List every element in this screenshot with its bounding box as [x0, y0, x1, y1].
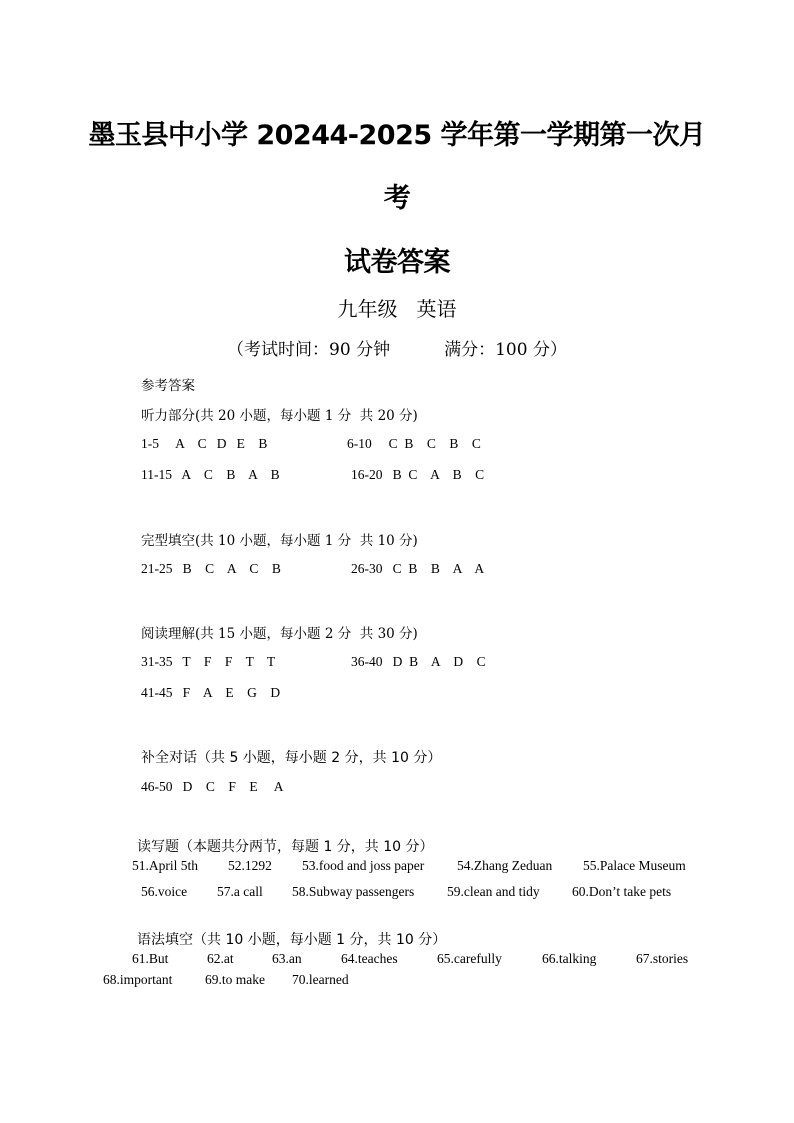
grammar-answer: 62.at	[207, 951, 234, 966]
listening-row1-left: 1-5 A C D E B	[141, 436, 268, 451]
writing-answer: 53.food and joss paper	[302, 858, 425, 873]
reading-row1-right: 36-40 D B A D C	[351, 654, 486, 669]
listening-row1-right: 6-10 C B C B C	[347, 436, 481, 451]
grammar-answer: 70.learned	[292, 972, 349, 987]
dialogue-row1: 46-50 D C F E A	[141, 779, 284, 794]
listening-row2-right: 16-20 B C A B C	[351, 467, 485, 482]
grammar-answer: 61.But	[132, 951, 169, 966]
cloze-row1-right: 26-30 C B B A A	[351, 561, 485, 576]
grammar-answer: 67.stories	[636, 951, 689, 966]
grammar-answer: 65.carefully	[437, 951, 502, 966]
writing-answer: 51.April 5th	[132, 858, 198, 873]
writing-answer: 56.voice	[141, 884, 188, 899]
reference-label: 参考答案	[141, 378, 195, 394]
dialogue-heading: 补全对话（共 5 小题，每小题 2 分，共 10 分）	[141, 750, 442, 766]
grammar-answer: 66.talking	[542, 951, 597, 966]
exam-info: （考试时间：90 分钟 满分：100 分）	[227, 340, 567, 360]
writing-answer: 52.1292	[228, 858, 272, 873]
writing-answer: 60.Don’t take pets	[572, 884, 672, 899]
writing-heading: 读写题（本题共分两节，每题 1 分，共 10 分）	[137, 839, 434, 855]
writing-answer: 57.a call	[217, 884, 263, 899]
grammar-heading: 语法填空（共 10 小题，每小题 1 分，共 10 分）	[137, 932, 447, 948]
writing-answer: 55.Palace Museum	[583, 858, 686, 873]
listening-row2-left: 11-15 A C B A B	[141, 467, 280, 482]
listening-heading: 听力部分(共 20 小题，每小题 1 分 共 20 分)	[141, 408, 418, 424]
reading-heading: 阅读理解(共 15 小题，每小题 2 分 共 30 分)	[141, 626, 418, 642]
page-title-line1: 墨玉县中小学 20244-2025 学年第一学期第一次月	[88, 120, 706, 151]
cloze-heading: 完型填空(共 10 小题，每小题 1 分 共 10 分)	[141, 533, 418, 549]
grammar-answer: 69.to make	[205, 972, 265, 987]
writing-answer: 58.Subway passengers	[292, 884, 415, 899]
grammar-answer: 64.teaches	[341, 951, 398, 966]
reading-row2-left: 41-45 F A E G D	[141, 685, 281, 700]
writing-answer: 54.Zhang Zeduan	[457, 858, 553, 873]
grammar-answer: 63.an	[272, 951, 302, 966]
cloze-row1-left: 21-25 B C A C B	[141, 561, 281, 576]
page-subtitle: 试卷答案	[344, 247, 450, 278]
reading-row1-left: 31-35 T F F T T	[141, 654, 276, 669]
writing-answer: 59.clean and tidy	[447, 884, 540, 899]
grammar-answer: 68.important	[103, 972, 173, 987]
grade-subject: 九年级 英语	[337, 297, 457, 321]
page-title-line2: 考	[383, 183, 411, 214]
